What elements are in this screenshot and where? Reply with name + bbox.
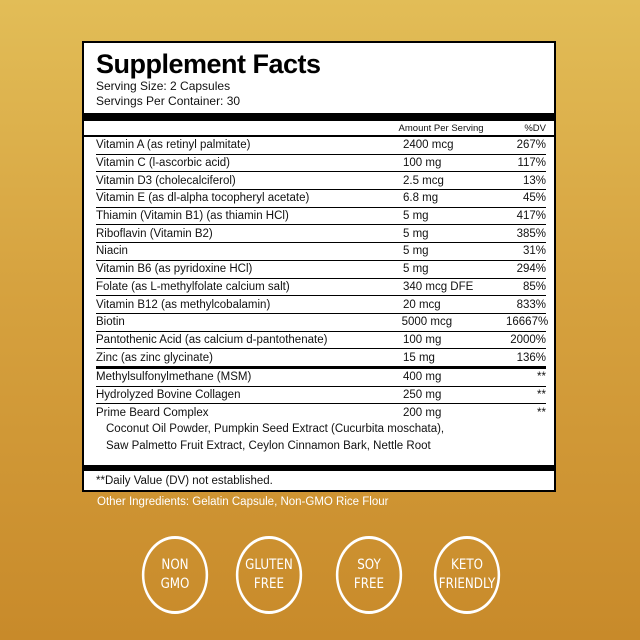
servings-per-container: Servings Per Container: 30 (96, 94, 241, 108)
nutrient-name: Folate (as L-methylfolate calcium salt) (96, 280, 290, 293)
nutrient-name: Vitamin E (as dl-alpha tocopheryl acetate) (96, 192, 310, 205)
nutrient-amount: 400 mg (402, 371, 442, 384)
other-ingredients: Other Ingredients: Gelatin Capsule, Non-GMO Rice Flour (97, 496, 389, 508)
nutrient-name: Vitamin A (as retinyl palmitate) (96, 139, 251, 152)
soy-free-badge (336, 536, 402, 614)
nutrient-dv: 417% (516, 210, 546, 223)
nutrient-amount: 200 mg (402, 406, 442, 419)
nutrient-dv: 117% (517, 157, 546, 170)
nutrient-amount: 20 mcg (402, 298, 441, 311)
nutrient-name: Methylsulfonylmethane (MSM) (96, 371, 252, 384)
nutrient-name: Prime Beard Complex (96, 406, 209, 419)
badge-line-1: KETO (451, 557, 483, 573)
nutrient-row (96, 296, 546, 314)
nutrient-amount: 5 mg (402, 210, 429, 223)
bottom-divider (84, 465, 554, 471)
serving-size: Serving Size: 2 Capsules (96, 79, 231, 93)
nutrient-name: Zinc (as zinc glycinate) (96, 351, 213, 364)
nutrient-dv: ** (537, 388, 546, 401)
nutrient-dv: ** (537, 371, 546, 384)
nutrient-name: Vitamin B6 (as pyridoxine HCl) (96, 263, 253, 276)
other-rows (96, 369, 546, 421)
nutrient-name: Vitamin C (l-ascorbic acid) (96, 157, 230, 170)
nutrient-name: Niacin (96, 245, 128, 258)
panel-title: Supplement Facts (96, 49, 321, 79)
nutrient-dv: 385% (516, 227, 546, 240)
keto-friendly-badge (434, 536, 500, 614)
nutrient-row (96, 155, 546, 173)
nutrient-amount: 15 mg (402, 351, 435, 364)
dv-column-header: %DV (524, 122, 546, 134)
dv-footnote: **Daily Value (DV) not established. (96, 475, 273, 487)
nutrient-dv: ** (537, 406, 546, 419)
nutrient-row (96, 314, 549, 332)
nutrient-dv: 85% (522, 280, 546, 293)
vitamin-rows (96, 137, 549, 366)
badge-line-2: GMO (160, 576, 190, 592)
nutrient-name: Riboflavin (Vitamin B2) (96, 227, 213, 240)
badge-line-2: FRIENDLY (438, 576, 496, 592)
nutrient-row (96, 261, 546, 279)
nutrient-dv: 45% (522, 192, 546, 205)
nutrient-amount: 5 mg (402, 245, 429, 258)
nutrient-dv: 833% (516, 298, 546, 311)
nutrient-dv: 13% (522, 174, 546, 187)
nutrient-amount: 250 mg (402, 388, 442, 401)
complex-ingredients-line-2: Saw Palmetto Fruit Extract, Ceylon Cinnamon Bark, Nettle Root (106, 440, 431, 452)
amount-column-header: Amount Per Serving (398, 122, 484, 134)
nutrient-dv: 31% (522, 245, 546, 258)
nutrient-amount: 100 mg (402, 157, 442, 170)
non-gmo-badge (142, 536, 208, 614)
nutrient-row (96, 172, 546, 190)
badge-line-2: FREE (253, 576, 285, 592)
nutrient-name: Vitamin D3 (cholecalciferol) (96, 174, 236, 187)
nutrient-amount: 100 mg (402, 333, 442, 346)
nutrient-name: Biotin (96, 316, 125, 329)
nutrient-dv: 267% (516, 139, 546, 152)
nutrient-name: Pantothenic Acid (as calcium d-pantothenate) (96, 333, 328, 346)
nutrient-amount: 5000 mcg (401, 316, 453, 329)
nutrient-amount: 2.5 mcg (402, 174, 444, 187)
column-header (96, 121, 546, 135)
supplement-facts-panel (82, 41, 556, 492)
badge-line-1: NON (161, 557, 189, 573)
nutrient-row (96, 404, 546, 421)
nutrient-amount: 2400 mcg (402, 139, 454, 152)
nutrient-row (96, 137, 546, 155)
complex-ingredients-line-1: Coconut Oil Powder, Pumpkin Seed Extract (Cucurbita moschata), (106, 423, 445, 435)
badge-line-1: GLUTEN (245, 557, 293, 573)
nutrient-row (96, 369, 546, 387)
nutrient-amount: 6.8 mg (402, 192, 439, 205)
nutrient-dv: 294% (516, 263, 546, 276)
nutrient-row (96, 349, 546, 366)
nutrient-row (96, 387, 546, 405)
nutrient-amount: 340 mcg DFE (402, 280, 474, 293)
nutrient-row (96, 243, 546, 261)
badge-line-1: SOY (357, 557, 381, 573)
nutrient-name: Hydrolyzed Bovine Collagen (96, 388, 241, 401)
nutrient-dv: 136% (516, 351, 546, 364)
nutrient-amount: 5 mg (402, 227, 429, 240)
nutrient-dv: 16667% (506, 316, 549, 329)
nutrient-name: Thiamin (Vitamin B1) (as thiamin HCl) (96, 210, 289, 223)
gluten-free-badge (236, 536, 302, 614)
nutrient-row (96, 225, 546, 243)
nutrient-dv: 2000% (510, 333, 546, 346)
nutrient-row (96, 332, 546, 350)
nutrient-name: Vitamin B12 (as methylcobalamin) (96, 298, 271, 311)
badge-line-2: FREE (353, 576, 385, 592)
nutrient-row (96, 279, 546, 297)
nutrient-row (96, 208, 546, 226)
thick-divider (84, 113, 554, 121)
nutrient-amount: 5 mg (402, 263, 429, 276)
nutrient-row (96, 190, 546, 208)
